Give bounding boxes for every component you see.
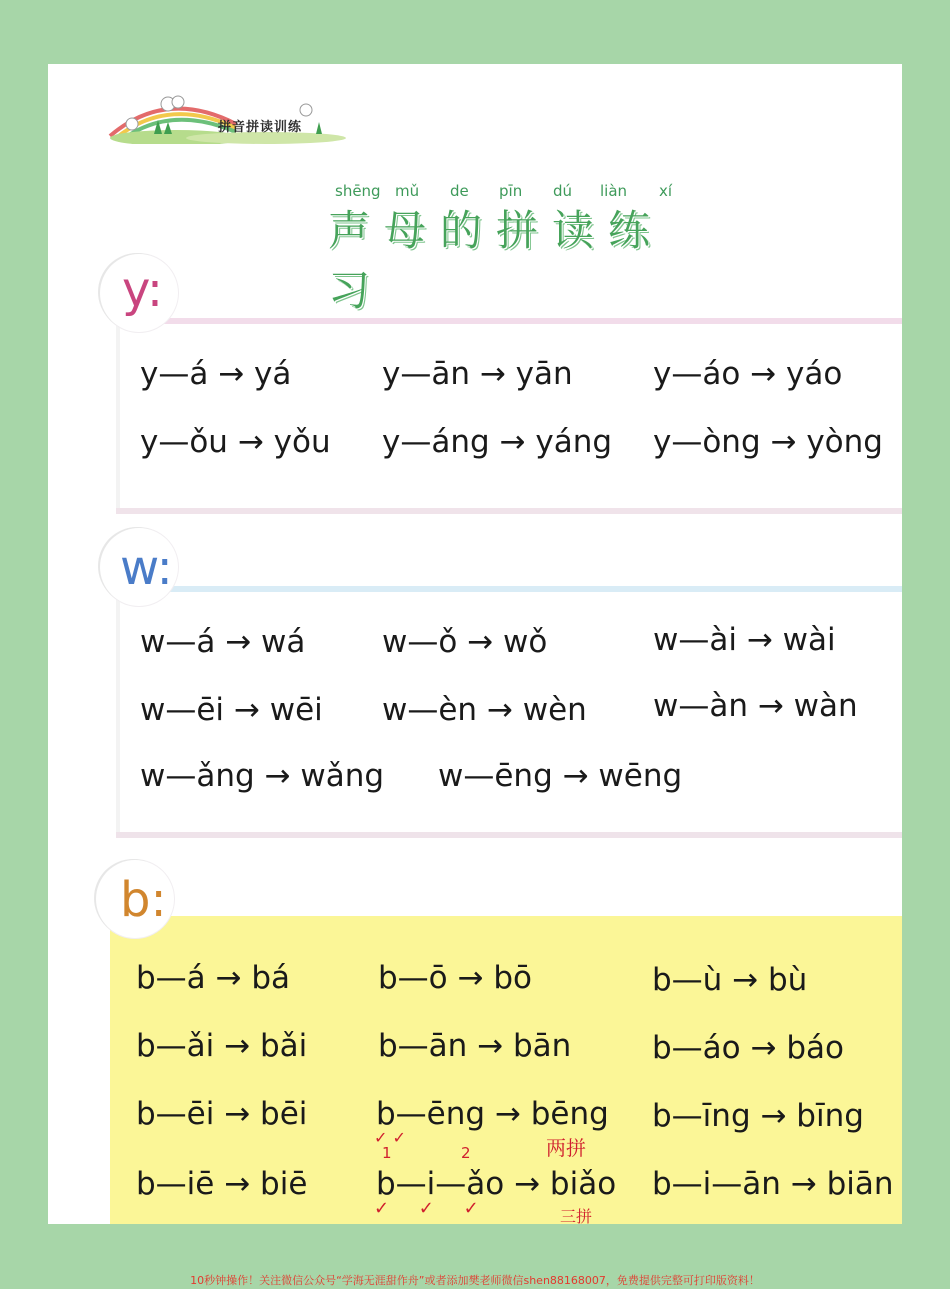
spelling-item: b—áo → báo bbox=[652, 1030, 844, 1066]
title-pinyin-syllable: mǔ bbox=[395, 182, 420, 200]
spelling-item: b—ān → bān bbox=[378, 1028, 572, 1064]
spelling-item: w—ēng → wēng bbox=[438, 758, 683, 794]
spelling-item: y—ān → yān bbox=[382, 356, 573, 392]
spelling-item: w—ǒ → wǒ bbox=[382, 624, 548, 660]
spelling-item: w—ài → wài bbox=[653, 622, 836, 658]
spelling-item: w—àn → wàn bbox=[653, 688, 858, 724]
spelling-item: y—áo → yáo bbox=[653, 356, 843, 392]
page-title: 声母的拼读练习 bbox=[328, 206, 665, 315]
promo-footer: 10秒钟操作！关注微信公众号“学海无涯甜作舟”或者添加樊老师微信shen88168007，免费提供完整可打印版资料！ bbox=[190, 1274, 760, 1287]
title-pinyin-syllable: liàn bbox=[600, 182, 628, 200]
handwritten-note-two-part: 两拼 bbox=[546, 1136, 586, 1160]
spelling-item: b—ēi → bēi bbox=[136, 1096, 308, 1132]
title-pinyin-syllable: shēng bbox=[335, 182, 381, 200]
title-pinyin-syllable: de bbox=[450, 182, 469, 200]
spelling-item: b—i—ǎo → biǎo bbox=[376, 1166, 617, 1202]
spelling-item: b—ù → bù bbox=[652, 962, 808, 998]
spelling-item: b—īng → bīng bbox=[652, 1098, 864, 1134]
spelling-item: w—ēi → wēi bbox=[140, 692, 323, 728]
section-letter-b: b: bbox=[120, 872, 167, 928]
spelling-item: w—èn → wèn bbox=[382, 692, 587, 728]
handwritten-number-2: 2 bbox=[461, 1144, 471, 1162]
spelling-item: b—á → bá bbox=[136, 960, 291, 996]
handwritten-checks: ✓ ✓ ✓ bbox=[374, 1198, 491, 1219]
title-pinyin-syllable: dú bbox=[553, 182, 573, 200]
spelling-item: w—á → wá bbox=[140, 624, 306, 660]
spelling-item: b—ǎi → bǎi bbox=[136, 1028, 308, 1064]
spelling-item: b—ēng → bēng bbox=[376, 1096, 609, 1132]
handwritten-note-three-part: 三拼 bbox=[560, 1207, 593, 1224]
spelling-item: y—ǒu → yǒu bbox=[140, 424, 331, 460]
spelling-item: y—á → yá bbox=[140, 356, 292, 392]
spelling-item: y—òng → yòng bbox=[653, 424, 883, 460]
spelling-item: b—iē → biē bbox=[136, 1166, 308, 1202]
section-letter-y: y: bbox=[122, 262, 164, 318]
title-pinyin-syllable: xí bbox=[659, 182, 673, 200]
handwritten-checks-top: ✓ ✓ bbox=[374, 1128, 406, 1147]
banner-title: 拼音拼读训练 bbox=[218, 120, 303, 135]
spelling-item: b—i—ān → biān bbox=[652, 1166, 894, 1202]
title-pinyin-syllable: pīn bbox=[499, 182, 523, 200]
spelling-item: w—ǎng → wǎng bbox=[140, 758, 385, 794]
spelling-item: b—ō → bō bbox=[378, 960, 532, 996]
section-letter-w: w: bbox=[120, 540, 173, 596]
section-card-y bbox=[116, 318, 902, 508]
worksheet-page bbox=[48, 64, 902, 1224]
handwritten-number-1: 1 bbox=[382, 1144, 392, 1162]
spelling-item: y—áng → yáng bbox=[382, 424, 613, 460]
